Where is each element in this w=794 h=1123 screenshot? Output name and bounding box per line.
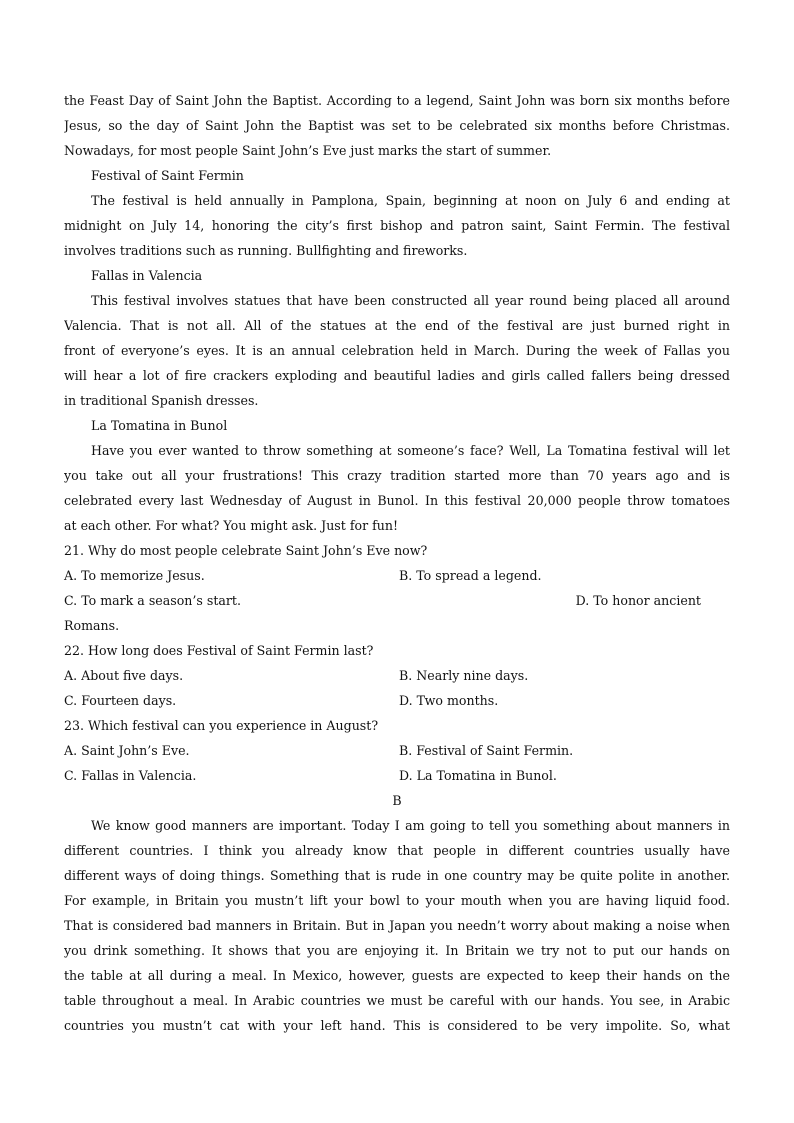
question-text: 22. How long does Festival of Saint Fermin last? — [64, 643, 374, 658]
option-a: A. To memorize Jesus. — [64, 568, 205, 583]
text-line: We know good manners are important. Today I am going to tell you something about manners in — [91, 818, 730, 833]
option-d: D. To honor ancient — [575, 593, 701, 608]
question-23 — [64, 713, 730, 788]
text-line: The festival is held annually in Pamplona, Spain, beginning at noon on July 6 and ending at — [91, 193, 730, 208]
section-heading: B — [392, 793, 402, 808]
text-line: For example, in Britain you mustn’t lift your bowl to your mouth when you are having liquid food. — [64, 893, 730, 908]
festival-title: Fallas in Valencia — [91, 268, 203, 283]
text-line: This festival involves statues that have been constructed all year round being placed all around — [91, 293, 730, 308]
option-d: D. Two months. — [399, 693, 499, 708]
text-line: at each other. For what? You might ask. Just for fun! — [64, 518, 399, 533]
question-22 — [64, 638, 730, 713]
question-text: 23. Which festival can you experience in August? — [64, 718, 379, 733]
question-21 — [64, 538, 730, 638]
text-line: That is considered bad manners in Britain. But in Japan you needn’t worry about making a noise when — [64, 918, 730, 933]
text-line: different ways of doing things. Something that is rude in one country may be quite polite in another. — [64, 868, 730, 883]
option-c: C. To mark a season’s start. — [64, 593, 241, 608]
festival-tomatina-section — [64, 413, 730, 538]
text-line: the Feast Day of Saint John the Baptist. According to a legend, Saint John was born six months before — [64, 93, 730, 108]
festival-title: Festival of Saint Fermin — [91, 168, 244, 183]
question-text: 21. Why do most people celebrate Saint John’s Eve now? — [64, 543, 428, 558]
option-d: D. La Tomatina in Bunol. — [399, 768, 557, 783]
text-line: celebrated every last Wednesday of August in Bunol. In this festival 20,000 people throw tomatoes — [64, 493, 730, 508]
text-line: Jesus, so the day of Saint John the Baptist was set to be celebrated six months before Christmas. — [64, 118, 730, 133]
text-line: front of everyone’s eyes. It is an annual celebration held in March. During the week of Fallas you — [64, 343, 730, 358]
text-line: will hear a lot of fire crackers exploding and beautiful ladies and girls called fallers being dressed — [64, 368, 730, 383]
section-b — [64, 788, 730, 1038]
text-line: different countries. I think you already know that people in different countries usually have — [64, 843, 730, 858]
text-line: involves traditions such as running. Bullfighting and fireworks. — [64, 243, 468, 258]
option-b: B. To spread a legend. — [399, 568, 542, 583]
option-b: B. Nearly nine days. — [399, 668, 529, 683]
text-line: you take out all your frustrations! This crazy tradition started more than 70 years ago and is — [64, 468, 730, 483]
text-line: in traditional Spanish dresses. — [64, 393, 259, 408]
text-line: the table at all during a meal. In Mexico, however, guests are expected to keep their hands on the — [64, 968, 730, 983]
text-line: midnight on July 14, honoring the city’s first bishop and patron saint, Saint Fermin. The festival — [64, 218, 730, 233]
text-line: countries you mustn’t cat with your left hand. This is considered to be very impolite. So, what — [64, 1018, 730, 1033]
festival-title: La Tomatina in Bunol — [91, 418, 228, 433]
text-line: Have you ever wanted to throw something at someone’s face? Well, La Tomatina festival will let — [91, 443, 730, 458]
option-b: B. Festival of Saint Fermin. — [399, 743, 574, 758]
festival-fallas-section — [64, 263, 730, 413]
option-c: C. Fourteen days. — [64, 693, 177, 708]
document-page — [64, 88, 730, 1038]
passage-a-tail — [64, 88, 730, 163]
text-line: you drink something. It shows that you are enjoying it. In Britain we try not to put our hands on — [64, 943, 730, 958]
option-a: A. Saint John’s Eve. — [64, 743, 190, 758]
text-line: Nowadays, for most people Saint John’s Eve just marks the start of summer. — [64, 143, 552, 158]
option-a: A. About five days. — [64, 668, 184, 683]
option-c: C. Fallas in Valencia. — [64, 768, 197, 783]
option-d-continued: Romans. — [64, 618, 120, 633]
text-line: Valencia. That is not all. All of the statues at the end of the festival are just burned right in — [64, 318, 730, 333]
text-line: table throughout a meal. In Arabic countries we must be careful with our hands. You see, in Arabic — [64, 993, 730, 1008]
festival-fermin-section — [64, 163, 730, 263]
